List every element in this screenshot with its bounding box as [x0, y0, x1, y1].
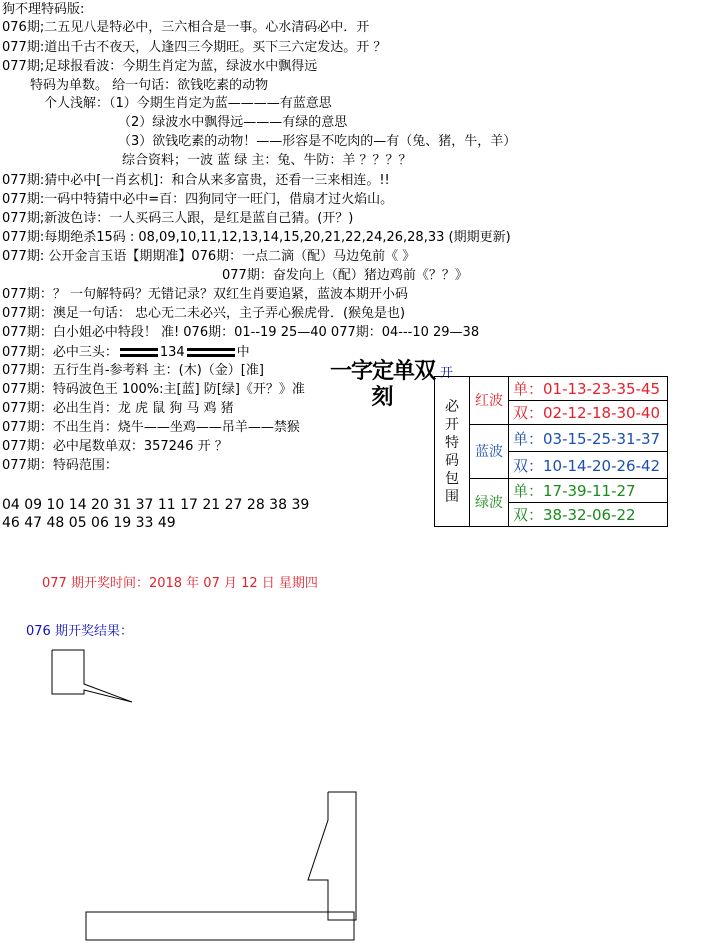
outline-shape [86, 912, 354, 940]
text-line: （3）欲钱吃素的动物！——形容是不吃肉的—有（兔、猪，牛，羊） [118, 134, 517, 149]
text-line: 综合资料；一波 蓝 绿 主：兔、牛防：羊 ？？？？ [122, 153, 412, 168]
overlay-kai: 开 [440, 366, 454, 381]
code-cell: 单：03-15-25-31-37 [509, 425, 668, 452]
number-range-row: 04 09 10 14 20 31 37 11 17 21 27 28 38 39 [2, 497, 310, 513]
draw-time: 077 期开奖时间：2018 年 07 月 12 日 星期四 [42, 576, 318, 591]
text-line: 077期:一码中特猜中必中=百：四狗同守一旺门，借扇才过火焰山。 [2, 192, 394, 207]
wave-label-red: 红波 [470, 377, 509, 425]
code-cell: 单：17-39-11-27 [509, 479, 668, 503]
text-line: 077期：？ 一句解特码？无错记录？双红生肖要追紧，蓝波本期开小码 [2, 287, 408, 302]
text-line: 077期;新波色诗：一人买码三人跟，是红是蓝自己猜。(开？) [2, 211, 354, 226]
number-range-row: 46 47 48 05 06 19 33 49 [2, 515, 176, 531]
text-line: 个人浅解：（1）今期生肖定为蓝————有蓝意思 [44, 96, 332, 111]
outline-shape [308, 792, 356, 920]
text-line: 077期: 公开金言玉语【期期准】076期：一点二滴（配）马边兔前《 》 [2, 249, 416, 264]
text-line: 077期：必出生肖：龙 虎 鼠 狗 马 鸡 猪 [2, 401, 234, 416]
text-line: 077期:猜中必中[一肖玄机]：和合从来多富贵，还看一三来相连。!! [2, 173, 390, 188]
text-line: （2）绿波水中飘得远———有绿的意思 [118, 115, 348, 130]
text-line: 077期：特码波色王 100%:主[蓝] 防[绿]《开？》准 [2, 382, 305, 397]
draw-result-label: 076 期开奖结果： [26, 624, 133, 639]
overlay-line: 刻 [371, 384, 394, 410]
code-cell: 双：10-14-20-26-42 [509, 452, 668, 479]
title-line: 狗不理特码版: [2, 2, 85, 17]
box-left-label: 必开特码包围 [435, 377, 470, 527]
text-line: 077期：不出生肖：烧牛——坐鸡——吊羊——禁猴 [2, 420, 300, 435]
code-cell: 双：38-32-06-22 [509, 503, 668, 527]
text-line: 077期：五行生肖-参考料 主：(木)（金）[准] [2, 363, 264, 378]
text-line: 077期:每期绝杀15码 : 08,09,10,11,12,13,14,15,20,21,22,24,26,28,33 (期期更新) [2, 230, 511, 245]
code-cell: 双：02-12-18-30-40 [509, 401, 668, 425]
text-line: 077期：白小姐必中特段！ 准! 076期：01--19 25—40 077期：04---10 29—38 [2, 325, 480, 340]
text-line: 076期;二五见八是特必中，三六相合是一事。心水清码必中．开 [2, 20, 370, 35]
text-line: 077期:道出千古不夜天，人逢四三今期旺。买下三六定发达。开 ？ [2, 40, 387, 55]
number-fragment: 134 [159, 345, 185, 360]
wave-label-green: 绿波 [470, 479, 509, 527]
text-fragment: 中 [236, 345, 250, 360]
text-line: 077期：澳足一句话： 忠心无二未必兴，主子弄心猴虎骨．(猴兔是也) [2, 306, 406, 321]
outline-shape [52, 650, 132, 702]
text-fragment: 077期：必中三头： [2, 345, 118, 360]
text-line: 077期;足球报看波：今期生肖定为蓝，绿波水中飘得远 [2, 59, 318, 74]
overlay-line: 一字定单双 [330, 358, 436, 384]
text-line: 077期：特码范围： [2, 458, 118, 473]
text-line: 特码为单数。 给一句话：欲钱吃素的动物 [30, 78, 269, 93]
code-cell: 单：01-13-23-35-45 [509, 377, 668, 401]
text-line: 077期：必中尾数单双：357246 开 ？ [2, 439, 228, 454]
text-line: 077期：奋发向上（配）猪边鸡前《？？》 [222, 268, 468, 283]
wave-label-blue: 蓝波 [470, 425, 509, 479]
